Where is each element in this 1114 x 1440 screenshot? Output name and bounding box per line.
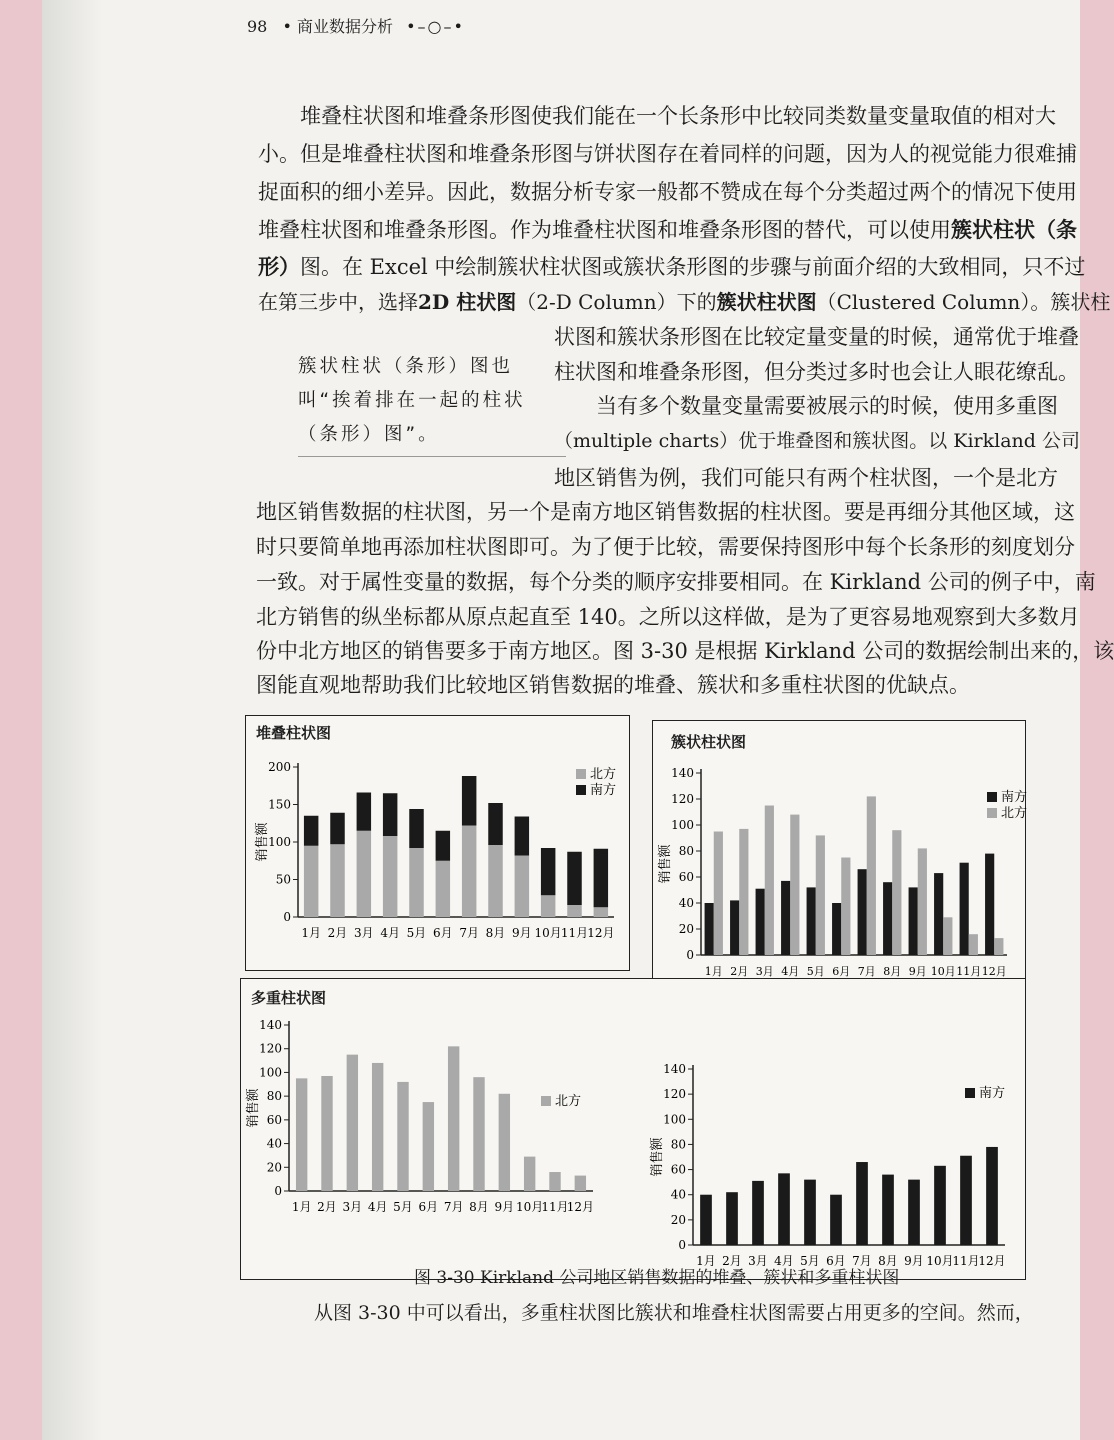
bar-南方 <box>934 1166 946 1245</box>
bar-北方 <box>567 905 581 917</box>
x-tick-label: 7月 <box>857 965 876 978</box>
stacked-chart-panel <box>245 715 630 971</box>
x-tick-label: 5月 <box>406 926 427 940</box>
bar-北方 <box>790 815 799 955</box>
bar-南方 <box>488 803 502 845</box>
x-tick-label: 6月 <box>433 926 453 940</box>
x-tick-label: 12月 <box>587 926 615 940</box>
legend-label: 北方 <box>590 767 617 782</box>
body-text: 堆叠柱状图和堆叠条形图。作为堆叠柱状图和堆叠条形图的替代，可以使用 <box>258 218 951 242</box>
page-number: 98 <box>247 17 268 36</box>
legend-label: 北方 <box>555 1094 582 1109</box>
body-text: 图。在 Excel 中绘制簇状柱状图或簇状条形图的步骤与前面介绍的大致相同，只不过 <box>300 255 1086 279</box>
bar-北方 <box>473 1077 484 1191</box>
x-tick-label: 12月 <box>981 965 1007 978</box>
body-line: 状图和簇状条形图在比较定量变量的时候，通常优于堆叠 <box>554 325 1079 349</box>
bar-北方 <box>841 858 850 956</box>
bar-南方 <box>883 882 892 955</box>
x-tick-label: 12月 <box>978 1254 1006 1268</box>
y-tick-label: 100 <box>671 818 694 832</box>
body-line: 捉面积的细小差异。因此，数据分析专家一般都不赞成在每个分类超过两个的情况下使用 <box>258 180 1077 204</box>
chart-title: 簇状柱状图 <box>671 733 747 751</box>
bar-南方 <box>832 903 841 955</box>
bar-南方 <box>960 863 969 955</box>
book-page <box>42 0 1114 1440</box>
y-tick-label: 140 <box>259 1018 282 1032</box>
bar-南方 <box>730 900 739 955</box>
bar-南方 <box>594 849 608 908</box>
bar-南方 <box>807 887 816 955</box>
multiple-column-chart <box>241 979 1025 1279</box>
bar-北方 <box>892 830 901 955</box>
x-tick-label: 10月 <box>930 965 956 978</box>
y-tick-label: 40 <box>678 896 694 910</box>
bar-南方 <box>960 1156 972 1245</box>
bar-北方 <box>409 848 423 917</box>
clustered-column-chart <box>653 721 1028 995</box>
bold-term: 形） <box>258 254 300 279</box>
x-tick-label: 11月 <box>560 926 589 940</box>
y-tick-label: 20 <box>266 1160 282 1175</box>
bar-南方 <box>934 873 943 955</box>
bar-南方 <box>409 809 423 848</box>
y-axis-label: 销售额 <box>246 1088 261 1128</box>
bar-北方 <box>436 861 450 917</box>
legend-swatch <box>541 1096 551 1106</box>
book-title: 商业数据分析 <box>296 17 393 36</box>
bar-南方 <box>909 887 918 955</box>
bar-北方 <box>549 1172 560 1191</box>
body-line <box>258 292 1110 312</box>
bar-南方 <box>830 1195 842 1245</box>
x-tick-label: 9月 <box>512 926 532 940</box>
y-axis-label: 销售额 <box>658 844 673 884</box>
x-tick-label: 5月 <box>393 1200 413 1214</box>
x-tick-label: 4月 <box>781 965 800 978</box>
body-line: 小。但是堆叠柱状图和堆叠条形图与饼状图存在着同样的问题，因为人的视觉能力很难捕 <box>258 142 1077 166</box>
body-line: （multiple charts）优于堆叠图和簇状图。以 Kirkland 公司 <box>554 430 1080 452</box>
body-line: 时只要简单地再添加柱状图即可。为了便于比较，需要保持图形中每个长条形的刻度划分 <box>256 535 1075 559</box>
bar-南方 <box>985 854 994 955</box>
x-tick-label: 4月 <box>367 1200 388 1214</box>
bar-南方 <box>304 816 318 846</box>
x-tick-label: 4月 <box>380 926 400 940</box>
x-tick-label: 3月 <box>748 1254 768 1268</box>
body-line: 堆叠柱状图和堆叠条形图使我们能在一个长条形中比较同类数量变量取值的相对大 <box>300 104 1056 128</box>
body-line: 从图 3-30 中可以看出，多重柱状图比簇状和堆叠柱状图需要占用更多的空间。然而， <box>314 1302 1034 1324</box>
x-tick-label: 12月 <box>566 1200 594 1214</box>
bar-北方 <box>357 831 371 917</box>
bar-北方 <box>943 917 952 955</box>
body-line: 地区销售数据的柱状图，另一个是南方地区销售数据的柱状图。要是再细分其他区域，这 <box>256 500 1075 524</box>
clustered-chart-panel <box>652 720 1026 996</box>
x-tick-label: 8月 <box>485 926 506 940</box>
bar-北方 <box>296 1078 307 1191</box>
x-tick-label: 11月 <box>952 1254 980 1268</box>
y-tick-label: 40 <box>670 1187 686 1202</box>
y-tick-label: 60 <box>266 1112 282 1127</box>
stacked-column-chart <box>246 716 629 970</box>
bar-南方 <box>882 1175 894 1245</box>
bar-南方 <box>781 881 790 955</box>
x-tick-label: 11月 <box>541 1200 569 1214</box>
bar-北方 <box>321 1076 332 1191</box>
x-tick-label: 1月 <box>704 965 723 978</box>
x-tick-label: 4月 <box>774 1254 794 1268</box>
bar-南方 <box>541 848 555 895</box>
x-tick-label: 10月 <box>516 1200 544 1214</box>
bar-北方 <box>304 846 318 917</box>
y-tick-label: 140 <box>663 1062 686 1076</box>
legend-swatch <box>576 769 586 779</box>
body-text: 下的 <box>676 290 717 314</box>
body-line: 当有多个数量变量需要被展示的时候，使用多重图 <box>596 394 1058 418</box>
bar-南方 <box>567 852 581 905</box>
y-tick-label: 20 <box>670 1212 686 1227</box>
bar-南方 <box>804 1180 816 1245</box>
bar-北方 <box>515 856 529 918</box>
y-tick-label: 100 <box>259 1065 282 1080</box>
header-ornament: •–○–• <box>406 17 465 36</box>
bar-南方 <box>858 869 867 955</box>
bar-南方 <box>330 813 344 845</box>
y-tick-label: 60 <box>670 1162 686 1177</box>
bar-北方 <box>994 938 1003 955</box>
bar-北方 <box>448 1046 459 1191</box>
figure-caption: 图 3-30 Kirkland 公司地区销售数据的堆叠、簇状和多重柱状图 <box>414 1268 900 1288</box>
x-tick-label: 5月 <box>800 1254 820 1268</box>
chart-title: 多重柱状图 <box>251 989 327 1007</box>
x-tick-label: 7月 <box>459 926 479 940</box>
y-tick-label: 0 <box>274 1184 282 1198</box>
legend-label: 南方 <box>979 1086 1006 1101</box>
bold-term: 簇状柱状图 <box>716 290 817 314</box>
bar-北方 <box>765 806 774 956</box>
y-tick-label: 50 <box>275 872 291 887</box>
bar-南方 <box>705 903 714 955</box>
x-tick-label: 1月 <box>696 1254 716 1268</box>
body-text: 在第三步中，选择 <box>258 290 418 314</box>
bar-北方 <box>347 1055 358 1191</box>
x-tick-label: 1月 <box>291 1200 312 1214</box>
bar-南方 <box>856 1162 868 1245</box>
x-tick-label: 8月 <box>469 1200 489 1214</box>
bar-北方 <box>383 836 397 917</box>
page-gutter-shadow <box>42 0 102 1440</box>
bar-北方 <box>330 844 344 917</box>
y-tick-label: 20 <box>678 922 694 936</box>
bar-南方 <box>357 793 371 831</box>
x-tick-label: 8月 <box>878 1254 898 1268</box>
y-tick-label: 120 <box>663 1087 686 1102</box>
bar-北方 <box>575 1176 586 1191</box>
legend-swatch <box>987 792 997 802</box>
legend-label: 北方 <box>1001 806 1028 821</box>
x-tick-label: 6月 <box>832 965 851 978</box>
y-tick-label: 80 <box>678 844 694 858</box>
bar-北方 <box>499 1094 510 1191</box>
bar-北方 <box>714 832 723 956</box>
bar-北方 <box>918 848 927 955</box>
y-tick-label: 150 <box>268 797 291 812</box>
bar-北方 <box>524 1157 535 1191</box>
bar-南方 <box>515 817 529 856</box>
y-axis-label: 销售额 <box>255 822 270 862</box>
y-tick-label: 0 <box>678 1238 686 1252</box>
bar-北方 <box>867 796 876 955</box>
bar-北方 <box>816 835 825 955</box>
x-tick-label: 2月 <box>327 926 348 940</box>
y-tick-label: 100 <box>663 1112 686 1127</box>
bar-北方 <box>594 907 608 917</box>
bar-南方 <box>436 831 450 861</box>
legend-swatch <box>576 785 586 795</box>
bar-南方 <box>700 1195 712 1245</box>
y-tick-label: 60 <box>678 870 694 884</box>
x-tick-label: 3月 <box>354 926 374 940</box>
bar-南方 <box>908 1180 920 1245</box>
bar-南方 <box>383 793 397 836</box>
x-tick-label: 2月 <box>317 1200 337 1214</box>
body-text: （Clustered Column）。簇状柱 <box>816 290 1111 314</box>
y-tick-label: 200 <box>268 760 291 774</box>
bar-南方 <box>752 1181 764 1245</box>
x-tick-label: 2月 <box>722 1254 742 1268</box>
legend-swatch <box>965 1088 975 1098</box>
bar-北方 <box>739 829 748 955</box>
x-tick-label: 8月 <box>883 965 902 978</box>
bar-北方 <box>541 895 555 917</box>
x-tick-label: 10月 <box>926 1254 954 1268</box>
legend-label: 南方 <box>1001 790 1028 805</box>
chart-title: 堆叠柱状图 <box>256 724 332 742</box>
x-tick-label: 6月 <box>826 1254 846 1268</box>
running-header <box>247 14 465 37</box>
x-tick-label: 9月 <box>494 1200 515 1214</box>
body-line: 份中北方地区的销售要多于南方地区。图 3-30 是根据 Kirkland 公司的数据绘制出来的，该 <box>256 639 1114 663</box>
y-tick-label: 120 <box>671 792 694 806</box>
y-axis-label: 销售额 <box>650 1137 665 1177</box>
y-tick-label: 140 <box>671 766 694 780</box>
body-line <box>258 219 1077 241</box>
bar-北方 <box>372 1063 383 1191</box>
bar-北方 <box>397 1082 408 1191</box>
y-tick-label: 40 <box>266 1136 282 1151</box>
x-tick-label: 6月 <box>418 1200 439 1214</box>
y-tick-label: 0 <box>686 948 694 962</box>
legend-label: 南方 <box>590 783 617 798</box>
body-line: 北方销售的纵坐标都从原点起直至 140。之所以这样做，是为了更容易地观察到大多数月 <box>256 605 1080 629</box>
header-bullet: • <box>282 17 292 36</box>
x-tick-label: 11月 <box>956 965 982 978</box>
bar-北方 <box>423 1102 434 1191</box>
x-tick-label: 7月 <box>443 1200 464 1214</box>
bar-南方 <box>986 1147 998 1245</box>
x-tick-label: 3月 <box>342 1200 363 1214</box>
y-tick-label: 120 <box>259 1041 282 1056</box>
x-tick-label: 10月 <box>534 926 562 940</box>
y-tick-label: 80 <box>670 1137 686 1152</box>
x-tick-label: 5月 <box>806 965 825 978</box>
body-line: 一致。对于属性变量的数据，每个分类的顺序安排要相同。在 Kirkland 公司的例子中，南 <box>256 570 1096 594</box>
bar-北方 <box>488 845 502 917</box>
body-line: 柱状图和堆叠条形图，但分类过多时也会让人眼花缭乱。 <box>554 360 1079 384</box>
bold-term: 2D 柱状图 <box>418 290 517 314</box>
sidebar-divider <box>298 456 566 457</box>
bar-南方 <box>462 776 476 826</box>
x-tick-label: 9月 <box>908 965 927 978</box>
multiple-chart-panel <box>240 978 1026 1280</box>
bar-南方 <box>756 889 765 955</box>
bar-南方 <box>778 1173 790 1245</box>
y-tick-label: 0 <box>283 910 291 924</box>
bar-北方 <box>969 934 978 955</box>
sidebar-note: 簇状柱状（条形）图也叫“挨着排在一起的柱状（条形）图”。 <box>298 356 526 445</box>
x-tick-label: 2月 <box>730 965 749 978</box>
y-tick-label: 80 <box>266 1089 282 1104</box>
y-tick-label: 100 <box>268 835 291 849</box>
bold-term: 簇状柱状（条 <box>951 217 1077 242</box>
x-tick-label: 3月 <box>755 965 774 978</box>
bar-南方 <box>726 1192 738 1245</box>
body-line: 图能直观地帮助我们比较地区销售数据的堆叠、簇状和多重柱状图的优缺点。 <box>256 673 970 697</box>
x-tick-label: 1月 <box>301 926 321 940</box>
x-tick-label: 7月 <box>852 1254 872 1268</box>
body-line: 地区销售为例，我们可能只有两个柱状图，一个是北方 <box>554 466 1058 490</box>
body-line <box>258 256 1085 278</box>
legend-swatch <box>987 808 997 818</box>
x-tick-label: 9月 <box>904 1254 924 1268</box>
bar-北方 <box>462 826 476 918</box>
body-text: （2-D Column） <box>516 290 677 314</box>
